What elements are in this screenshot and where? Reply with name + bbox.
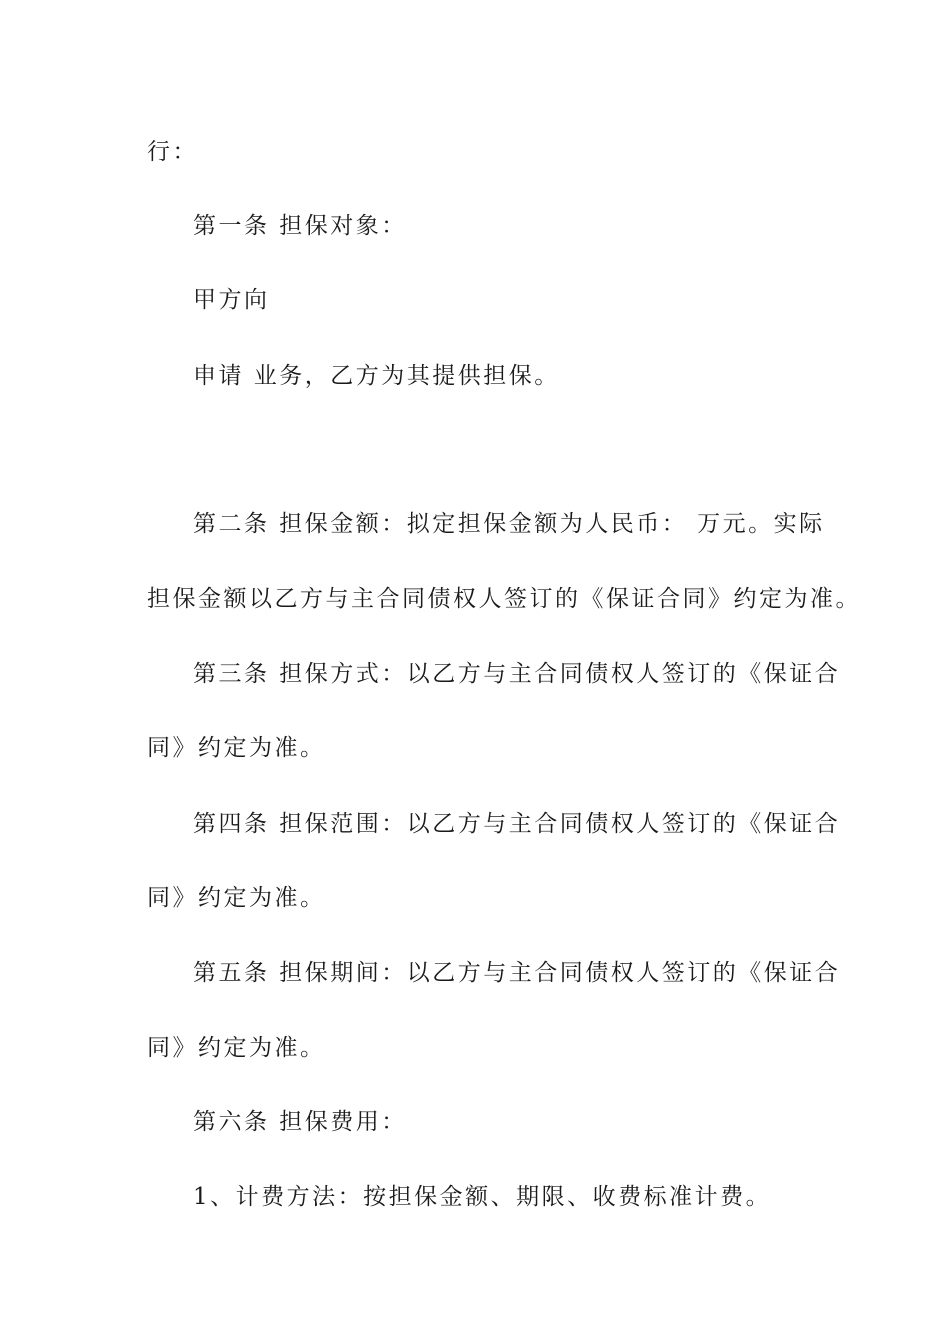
article-2-line-1: 第二条 担保金额：拟定担保金额为人民币： 万元。实际 <box>193 511 825 537</box>
article-1-heading: 第一条 担保对象： <box>193 213 407 239</box>
article-6-item-1: 1、计费方法：按担保金额、期限、收费标准计费。 <box>193 1184 772 1210</box>
text-line-intro-continuation: 行： <box>147 139 198 165</box>
article-5-line-2: 同》约定为准。 <box>147 1035 326 1061</box>
article-4-line-2: 同》约定为准。 <box>147 885 326 911</box>
article-3-line-1: 第三条 担保方式：以乙方与主合同债权人签订的《保证合 <box>193 661 841 687</box>
article-1-line-1: 甲方向 <box>193 287 270 313</box>
article-4-line-1: 第四条 担保范围：以乙方与主合同债权人签订的《保证合 <box>193 811 841 837</box>
article-3-line-2: 同》约定为准。 <box>147 735 326 761</box>
article-5-line-1: 第五条 担保期间：以乙方与主合同债权人签订的《保证合 <box>193 960 841 986</box>
article-2-line-2: 担保金额以乙方与主合同债权人签订的《保证合同》约定为准。 <box>147 586 861 612</box>
article-1-line-2: 申请 业务，乙方为其提供担保。 <box>193 363 560 389</box>
article-6-heading: 第六条 担保费用： <box>193 1109 407 1135</box>
